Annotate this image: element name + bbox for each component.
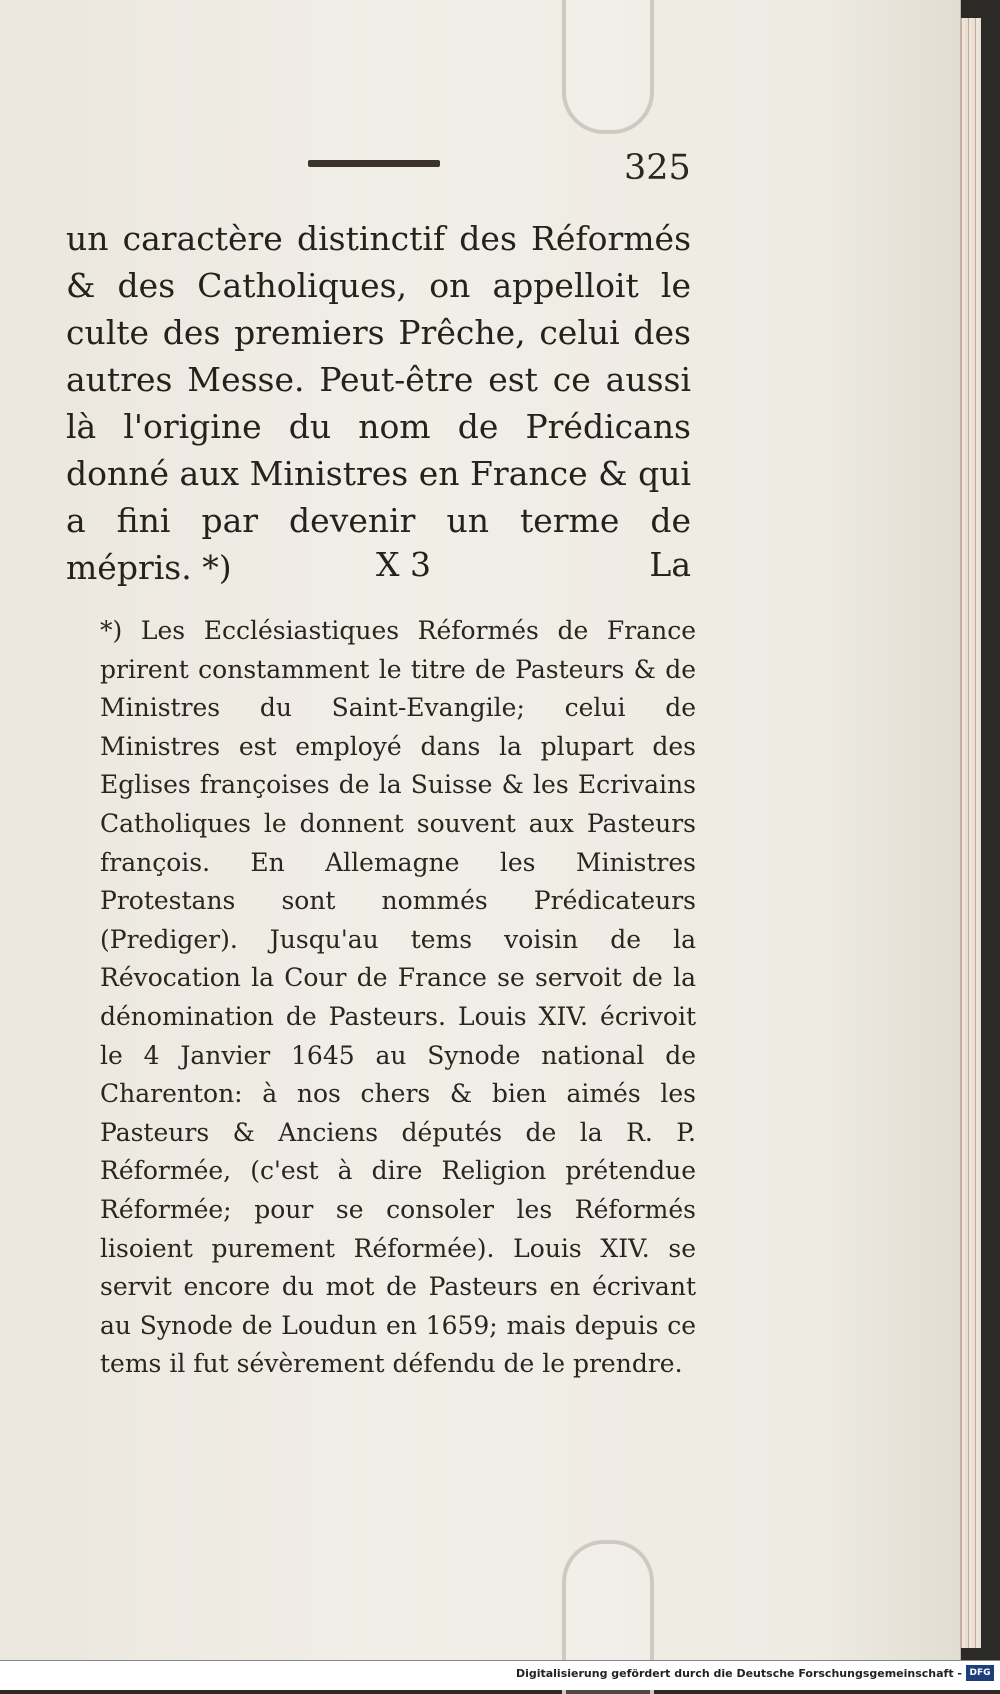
digitization-footer xyxy=(0,1660,1000,1690)
header-rule xyxy=(308,160,440,167)
main-text: un caractère distinctif des Réformés & des Catholiques, on appelloit le culte des premiers Prêche, celui des autres Messe. Peut-être est ce aussi là l'origine du nom de Prédicans donné aux Ministres en France & qui a fini par devenir un terme de mépris. *) xyxy=(66,219,691,587)
signature-line xyxy=(66,545,691,595)
dfg-logo: DFG xyxy=(966,1665,994,1681)
footer-credit: Digitalisierung gefördert durch die Deutsche Forschungsgemeinschaft - xyxy=(515,1667,962,1680)
footnote: *) Les Ecclésiastiques Réformés de France prirent constamment le titre de Pasteurs & de Ministres du Saint-Evangile; celui de Ministres est employé dans la plupart des Eglises françoises de la Suisse & les Ecrivains Catholiques le donnent souvent aux Pasteurs françois. En Allemagne les Ministres Protestans sont nommés Prédicateurs (Prediger). Jusqu'au tems voisin de la Révocation la Cour de France se servoit de la dénomination de Pasteurs. Louis XIV. écrivoit le 4 Janvier 1645 au Synode national de Charenton: à nos chers & bien aimés les Pasteurs & Anciens députés de la R. P. Réformée, (c'est à dire Religion prétendue Réformée; pour se consoler les Réformés lisoient purement Réformée). Louis XIV. se servit encore du mot de Pasteurs en écrivant au Synode de Loudun en 1659; mais depuis ce tems il fut sévèrement défendu de le prendre. xyxy=(100,616,696,1379)
page-number: 325 xyxy=(624,148,691,188)
book-clip-top xyxy=(562,0,654,134)
signature-mark: X 3 xyxy=(376,545,431,584)
catchword: La xyxy=(649,545,691,584)
